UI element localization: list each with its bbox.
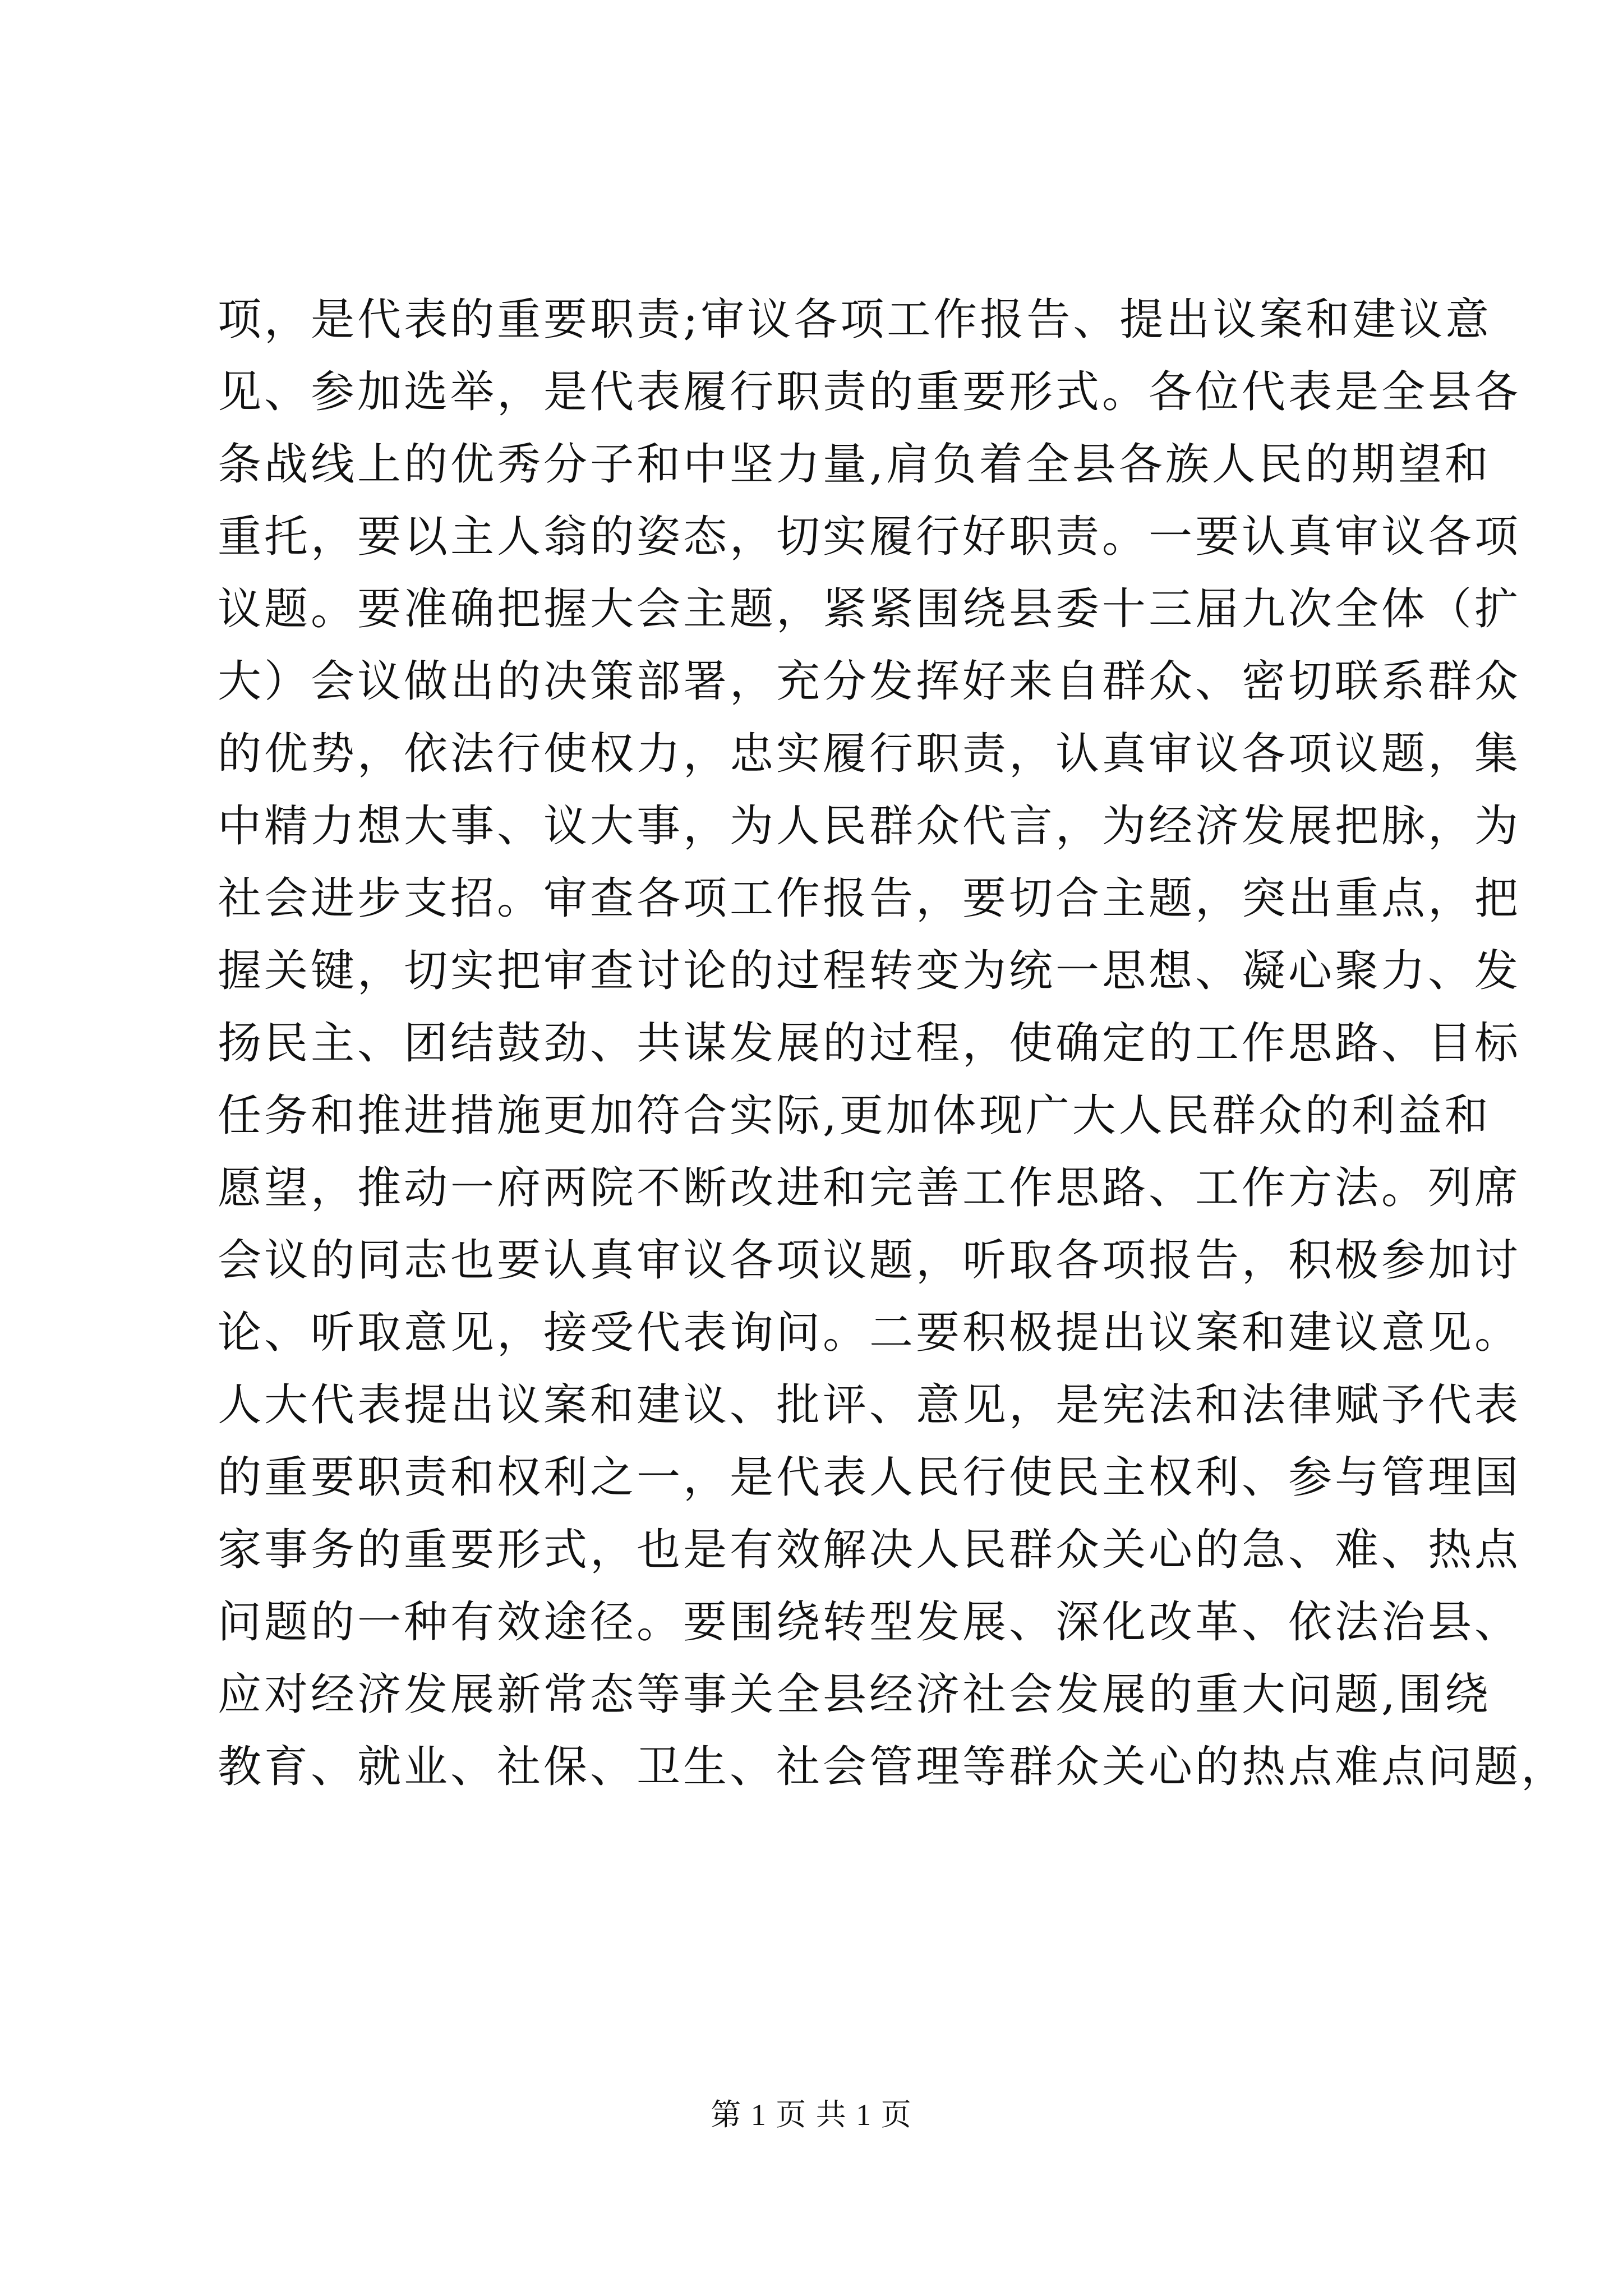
body-line: 见、参加选举，是代表履行职责的重要形式。各位代表是全县各 (218, 367, 1521, 417)
body-line: 重托，要以主人翁的姿态，切实履行好职责。一要认真审议各项 (218, 512, 1521, 562)
body-line: 握关键，切实把审查讨论的过程转变为统一思想、凝心聚力、发 (218, 946, 1521, 996)
body-line: 家事务的重要形式，也是有效解决人民群众关心的急、难、热点 (218, 1525, 1521, 1575)
body-line: 社会进步支招。审查各项工作报告，要切合主题，突出重点，把 (218, 873, 1521, 924)
body-line: 应对经济发展新常态等事关全县经济社会发展的重大问题,围绕 (218, 1669, 1491, 1720)
body-line: 教育、就业、社保、卫生、社会管理等群众关心的热点难点问题， (218, 1742, 1568, 1792)
body-line: 的重要职责和权利之一，是代表人民行使民主权利、参与管理国 (218, 1452, 1521, 1503)
body-line: 项，是代表的重要职责;审议各项工作报告、提出议案和建议意 (218, 295, 1492, 345)
body-line: 大）会议做出的决策部署，充分发挥好来自群众、密切联系群众 (218, 656, 1521, 707)
page-footer: 第 1 页 共 1 页 (711, 2098, 912, 2132)
body-line: 条战线上的优秀分子和中坚力量,肩负着全县各族人民的期望和 (218, 439, 1491, 490)
body-line: 人大代表提出议案和建议、批评、意见，是宪法和法律赋予代表 (218, 1380, 1521, 1430)
body-line: 问题的一种有效途径。要围绕转型发展、深化改革、依法治县、 (218, 1597, 1521, 1648)
body-line: 议题。要准确把握大会主题，紧紧围绕县委十三届九次全体（扩 (218, 584, 1521, 634)
body-line: 会议的同志也要认真审议各项议题，听取各项报告，积极参加讨 (218, 1235, 1521, 1286)
body-line: 中精力想大事、议大事，为人民群众代言，为经济发展把脉，为 (218, 801, 1521, 852)
body-line: 的优势，依法行使权力，忠实履行职责，认真审议各项议题，集 (218, 729, 1521, 779)
body-line: 扬民主、团结鼓劲、共谋发展的过程，使确定的工作思路、目标 (218, 1018, 1521, 1069)
body-line: 愿望，推动一府两院不断改进和完善工作思路、工作方法。列席 (218, 1163, 1521, 1213)
body-line: 任务和推进措施更加符合实际,更加体现广大人民群众的利益和 (218, 1091, 1491, 1141)
body-line: 论、听取意见，接受代表询问。二要积极提出议案和建议意见。 (218, 1308, 1521, 1358)
